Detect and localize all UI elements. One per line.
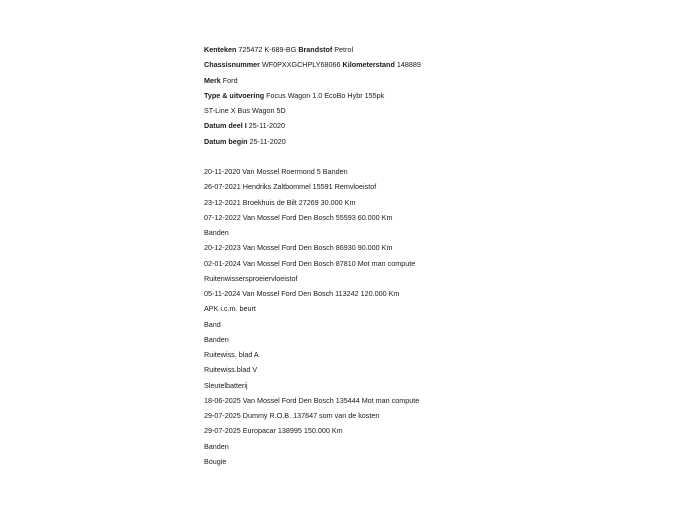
history-line: Ruitenwissersproeiervloeistof xyxy=(204,273,298,283)
chassis-value: WF0PXXGCHPLY68066 xyxy=(261,60,341,70)
type-label: Type & uitvoering xyxy=(204,90,265,100)
datum-deel-value: 25-11-2020 xyxy=(248,121,285,131)
history-line: Bougie xyxy=(204,456,227,466)
history-line: Banden xyxy=(204,228,229,237)
type-value: Focus Wagon 1.0 EcoBo Hybr 155pk xyxy=(266,90,385,100)
merk-line xyxy=(204,73,664,88)
history-line: 23-12-2021 Broekhuis de Bilt 27269 30.000 Km xyxy=(204,197,356,207)
document-content xyxy=(204,42,664,469)
history-line: Ruitewiss. blad A xyxy=(204,350,259,359)
type-extra-line xyxy=(204,103,664,118)
kenteken-value: 725472 K-689-BG xyxy=(238,45,297,54)
history-line: APK i.c.m. beurt xyxy=(204,304,256,314)
history-line: 02-01-2024 Van Mossel Ford Den Bosch 87810 Mot man compute xyxy=(204,258,416,268)
datum-begin-value: 25-11-2020 xyxy=(249,136,286,146)
history-line: 07-12-2022 Van Mossel Ford Den Bosch 55593 60.000 Km xyxy=(204,212,393,222)
kilometerstand-label: Kilometerstand xyxy=(342,60,395,70)
brandstof-value: Petrol xyxy=(334,45,354,54)
brandstof-label: Brandstof xyxy=(298,45,333,54)
datum-begin-line xyxy=(204,134,664,149)
history-list xyxy=(204,164,664,469)
kilometerstand-value: 148889 xyxy=(396,60,421,70)
kenteken-line xyxy=(204,42,664,57)
chassis-label: Chassisnummer xyxy=(204,60,260,70)
history-line: 18-06-2025 Van Mossel Ford Den Bosch 135444 Mot man compute xyxy=(204,395,420,405)
type-line xyxy=(204,88,664,103)
history-line: 29-07-2025 Europacar 138995 150.000 Km xyxy=(204,426,343,436)
history-line: 20-11-2020 Van Mossel Roermond 5 Banden xyxy=(204,167,348,176)
history-line: 05-11-2024 Van Mossel Ford Den Bosch 113242 120.000 Km xyxy=(204,289,400,298)
history-line: 29-07-2025 Dummy R.O.B. 137647 som van de kosten xyxy=(204,411,380,420)
history-line: Banden xyxy=(204,334,229,344)
chassis-line xyxy=(204,57,664,72)
history-line: Banden xyxy=(204,441,229,451)
datum-begin-label: Datum begin xyxy=(204,136,248,146)
kenteken-label: Kenteken xyxy=(204,45,237,54)
datum-deel-line xyxy=(204,118,664,133)
type-extra-value: ST-Line X Bus Wagon 5D xyxy=(204,106,286,115)
history-line: 26-07-2021 Hendriks Zaltbommel 15591 Remvloeistof xyxy=(204,182,377,192)
datum-deel-label: Datum deel I xyxy=(204,121,247,131)
section-spacer xyxy=(204,149,664,164)
history-line: 20-12-2023 Van Mossel Ford Den Bosch 86930 90.000 Km xyxy=(204,243,393,253)
history-line: Band xyxy=(204,319,221,329)
history-line: Sleutelbatterij xyxy=(204,380,248,390)
history-line: Ruitewiss.blad V xyxy=(204,365,258,375)
merk-label: Merk xyxy=(204,75,221,85)
merk-value: Ford xyxy=(222,75,238,85)
